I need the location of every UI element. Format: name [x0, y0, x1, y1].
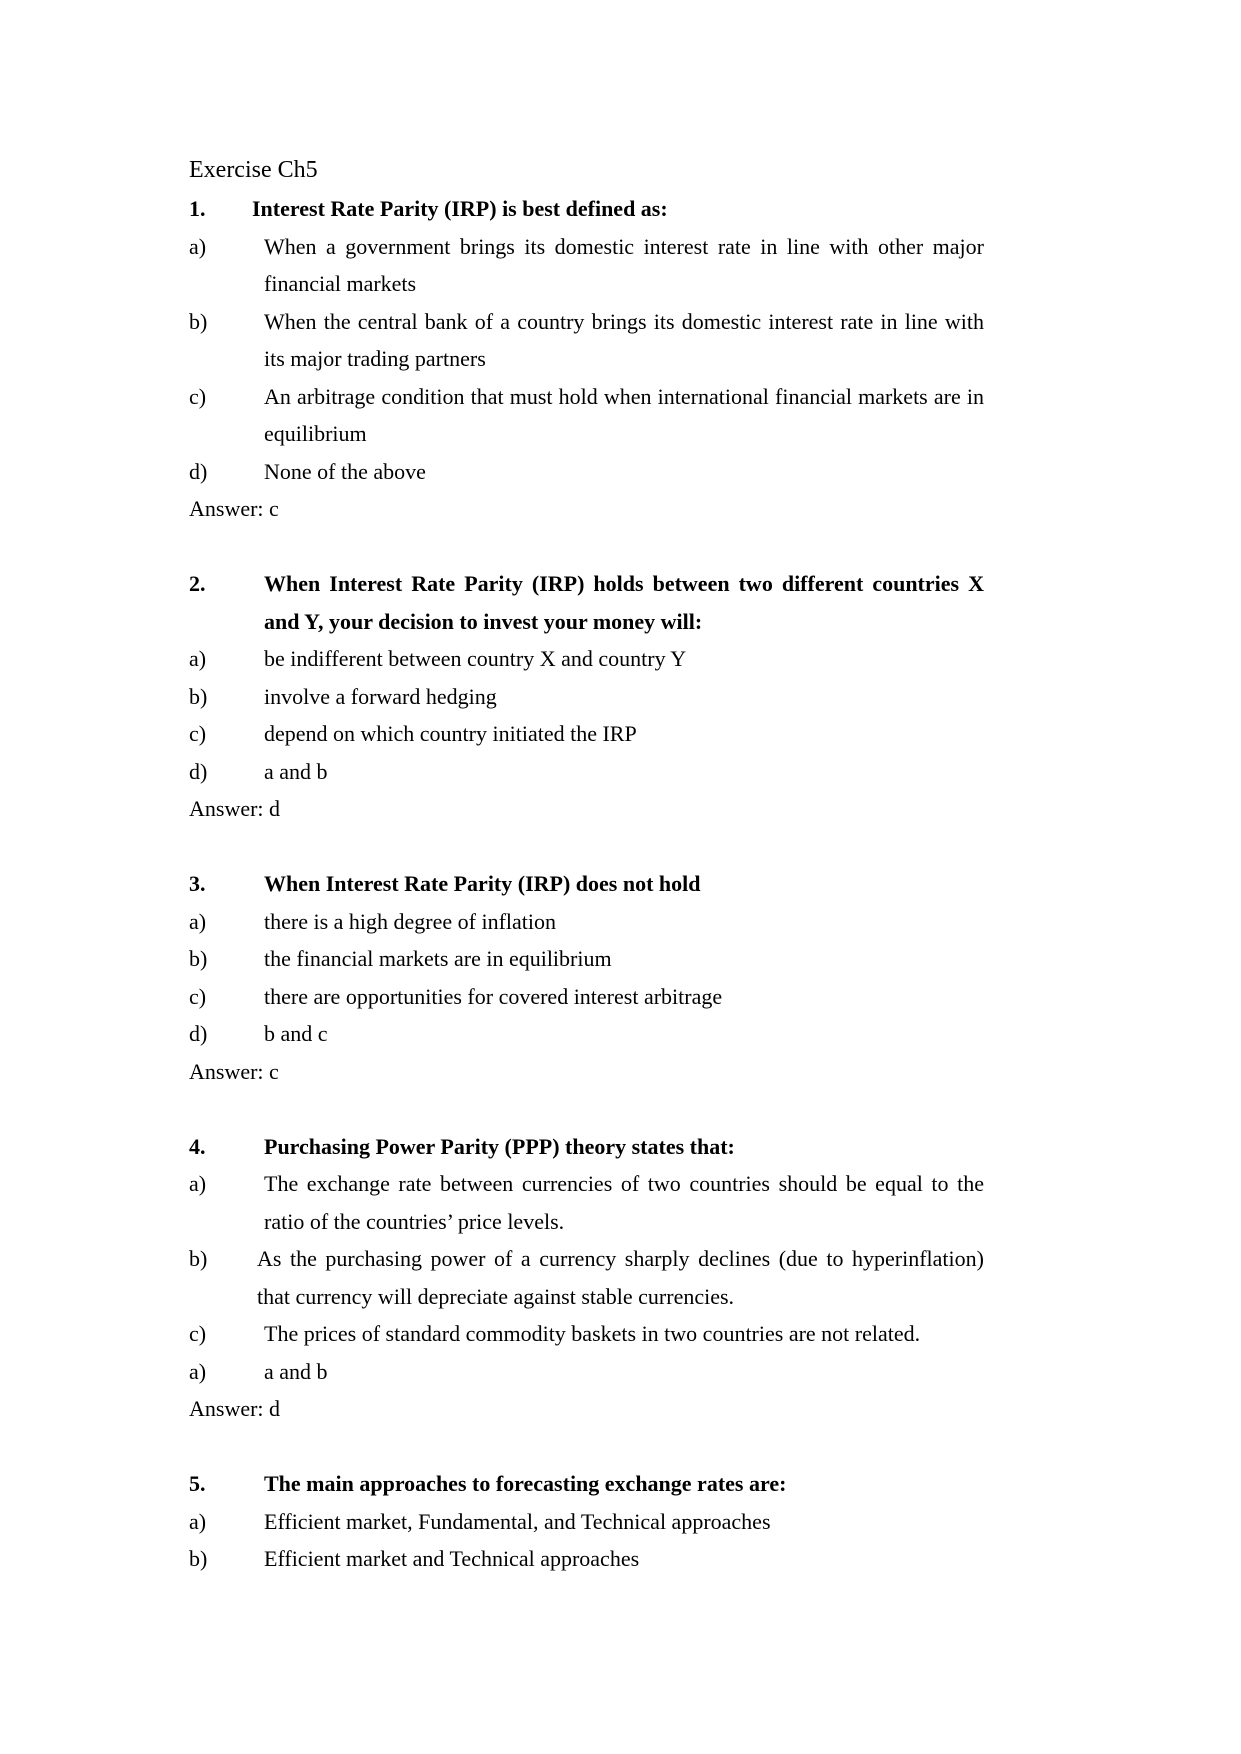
question-heading	[189, 1465, 984, 1503]
answer: Answer: d	[189, 796, 281, 821]
option-a	[189, 640, 984, 678]
option-letter: d)	[189, 1021, 208, 1046]
option-text: Efficient market and Technical approaches	[264, 1546, 640, 1571]
question-text: When Interest Rate Parity (IRP) holds between two different countries X and Y, your decision to invest your money will:	[264, 571, 984, 634]
option-d	[189, 1015, 984, 1053]
option-text: The exchange rate between currencies of two countries should be equal to the ratio of the countries’ price levels.	[264, 1171, 984, 1234]
option-text: a and b	[264, 758, 328, 784]
option-c	[189, 378, 984, 453]
option-text: Efficient market, Fundamental, and Technical approaches	[264, 1508, 771, 1534]
question-text: The main approaches to forecasting exchange rates are:	[264, 1471, 787, 1496]
option-b	[189, 940, 984, 978]
option-letter: a)	[189, 1358, 207, 1384]
option-text: there are opportunities for covered interest arbitrage	[264, 983, 723, 1009]
option-letter: a)	[189, 646, 207, 671]
question-heading	[189, 565, 984, 640]
question-text: When Interest Rate Parity (IRP) does not hold	[264, 871, 701, 896]
spacer	[189, 528, 984, 566]
question-number: 5.	[189, 1471, 206, 1496]
question-3	[189, 865, 984, 1090]
option-a	[189, 903, 984, 941]
option-letter: c)	[189, 983, 207, 1009]
option-letter: c)	[189, 1321, 207, 1346]
spacer	[189, 828, 984, 866]
option-d	[189, 453, 984, 491]
option-letter: c)	[189, 721, 207, 746]
option-letter: a)	[189, 1171, 207, 1196]
option-d	[189, 753, 984, 791]
option-letter: d)	[189, 458, 208, 484]
option-a	[189, 228, 984, 303]
option-c	[189, 1315, 984, 1353]
option-text: involve a forward hedging	[264, 683, 497, 709]
option-letter: d)	[189, 758, 208, 784]
question-heading	[189, 190, 984, 228]
option-c	[189, 978, 984, 1016]
option-letter: b)	[189, 308, 208, 334]
option-text: the financial markets are in equilibrium	[264, 946, 612, 971]
option-a	[189, 1165, 984, 1240]
option-letter: c)	[189, 383, 207, 409]
question-2	[189, 565, 984, 828]
option-letter: a)	[189, 908, 207, 934]
option-letter: b)	[189, 1246, 208, 1271]
question-4	[189, 1128, 984, 1428]
option-b	[189, 1540, 984, 1578]
option-text: a and b	[264, 1358, 328, 1384]
document-title: Exercise Ch5	[189, 157, 318, 183]
option-b	[189, 1240, 984, 1315]
answer: Answer: d	[189, 1396, 281, 1421]
question-number: 3.	[189, 871, 206, 896]
option-letter: b)	[189, 683, 208, 709]
option-letter: b)	[189, 1546, 208, 1571]
question-number: 4.	[189, 1133, 206, 1159]
option-c	[189, 715, 984, 753]
option-letter: b)	[189, 946, 208, 971]
spacer	[189, 1090, 984, 1128]
question-number: 2.	[189, 571, 206, 596]
option-d	[189, 1353, 984, 1391]
option-text: b and c	[264, 1021, 328, 1046]
option-b	[189, 303, 984, 378]
option-letter: a)	[189, 233, 207, 259]
question-5	[189, 1465, 984, 1578]
option-text: The prices of standard commodity baskets in two countries are not related.	[264, 1321, 921, 1346]
option-text: depend on which country initiated the IRP	[264, 721, 637, 746]
option-letter: a)	[189, 1508, 207, 1534]
option-text: An arbitrage condition that must hold when international financial markets are in equilibrium	[264, 383, 984, 446]
answer: Answer: c	[189, 496, 279, 521]
document-page	[189, 150, 984, 1578]
option-b	[189, 678, 984, 716]
option-text: be indifferent between country X and country Y	[264, 646, 687, 671]
question-1	[189, 190, 984, 528]
question-text: Purchasing Power Parity (PPP) theory states that:	[264, 1133, 735, 1159]
spacer	[189, 1428, 984, 1466]
option-text: None of the above	[264, 458, 426, 484]
option-text: there is a high degree of inflation	[264, 908, 557, 934]
option-text: When a government brings its domestic interest rate in line with other major financial markets	[264, 233, 984, 296]
answer: Answer: c	[189, 1058, 279, 1084]
option-text: When the central bank of a country brings its domestic interest rate in line with its major trading partners	[264, 308, 984, 371]
question-heading	[189, 865, 984, 903]
question-heading	[189, 1128, 984, 1166]
option-text: As the purchasing power of a currency sharply declines (due to hyperinflation) that currency will depreciate against stable currencies.	[257, 1246, 984, 1309]
option-a	[189, 1503, 984, 1541]
question-number: 1.	[189, 196, 206, 221]
question-text: Interest Rate Parity (IRP) is best defined as:	[252, 196, 668, 221]
